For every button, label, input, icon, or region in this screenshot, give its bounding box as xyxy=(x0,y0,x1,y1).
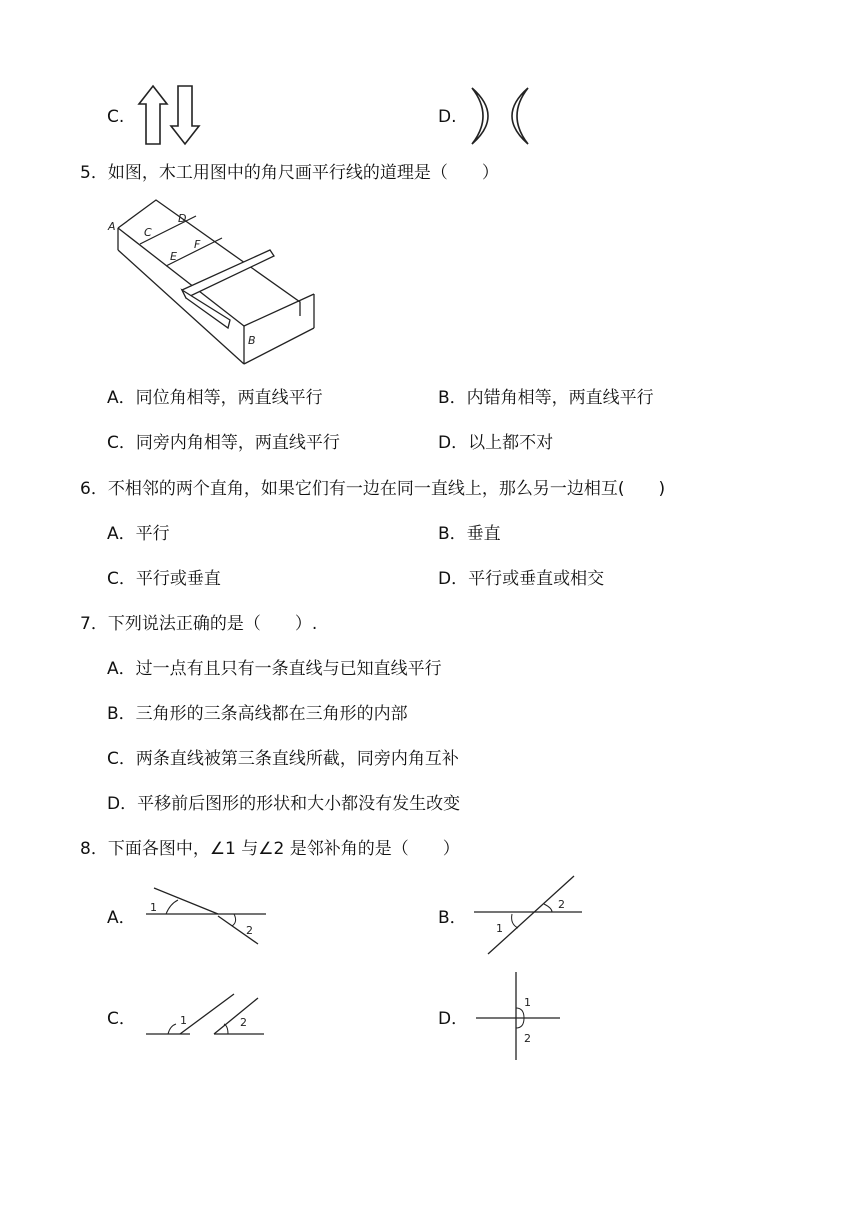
q8-stem: 8．下面各图中，∠1 与∠2 是邻补角的是（ ） xyxy=(80,839,460,859)
angle-2-label: 2 xyxy=(240,1016,247,1029)
block-bottom-left xyxy=(118,250,244,364)
q6-option-c: C．平行或垂直 xyxy=(107,569,221,589)
down-arrow-shape xyxy=(171,86,199,144)
angle-1-label: 1 xyxy=(150,901,157,914)
q5-option-d: D．以上都不对 xyxy=(438,433,554,453)
up-arrow-shape xyxy=(139,86,167,144)
q5-stem: 5．如图，木工用图中的角尺画平行线的道理是（ ） xyxy=(80,163,499,183)
q7-stem: 7．下列说法正确的是（ ）. xyxy=(80,614,318,634)
angle-2-label: 2 xyxy=(524,1032,531,1045)
q7-option-a: A．过一点有且只有一条直线与已知直线平行 xyxy=(107,659,442,679)
q5-option-c: C．同旁内角相等，两直线平行 xyxy=(107,433,340,453)
angle-1-label: 1 xyxy=(180,1014,187,1027)
label-c: C xyxy=(144,226,152,239)
label-e: E xyxy=(170,250,177,263)
slanted-line-1 xyxy=(154,888,218,914)
diagonal-line xyxy=(488,876,574,954)
block-front-top xyxy=(244,294,314,326)
q7-option-b: B．三角形的三条高线都在三角形的内部 xyxy=(107,704,408,724)
q8-option-c-letter: C． xyxy=(107,1009,136,1029)
angle-1-arc xyxy=(516,1008,524,1018)
angle-1-arc xyxy=(166,900,178,914)
label-d: D xyxy=(178,212,187,225)
q8-option-b-letter: B． xyxy=(438,908,467,928)
crescent-left-shape xyxy=(512,88,528,144)
angle-2-arc xyxy=(544,904,552,912)
q5-option-a: A．同位角相等，两直线平行 xyxy=(107,388,323,408)
crescent-right-shape xyxy=(472,88,488,144)
q8-option-b-figure xyxy=(472,874,592,956)
q6-option-d: D．平行或垂直或相交 xyxy=(438,569,605,589)
q8-option-a-letter: A． xyxy=(107,908,136,928)
label-b: B xyxy=(248,334,256,347)
angle-2-arc xyxy=(516,1018,524,1028)
q4-option-c-figure xyxy=(136,84,206,146)
q8-option-a-figure xyxy=(144,882,274,952)
q4-option-d-letter: D. xyxy=(438,107,457,127)
label-a: A xyxy=(108,220,116,233)
q7-option-d: D．平移前后图形的形状和大小都没有发生改变 xyxy=(107,794,461,814)
angle-1-arc xyxy=(512,914,518,928)
q6-option-a: A．平行 xyxy=(107,524,170,544)
q8-option-d-letter: D． xyxy=(438,1009,469,1029)
angle-1-label: 1 xyxy=(524,996,531,1009)
q5-carpenter-square-figure xyxy=(104,198,334,373)
q8-option-d-figure xyxy=(474,970,564,1062)
angle-1-label: 1 xyxy=(496,922,503,935)
q4-option-d-figure xyxy=(468,86,532,146)
angle-2-arc xyxy=(232,914,236,926)
slanted-line-left xyxy=(180,994,234,1034)
q6-stem: 6．不相邻的两个直角，如果它们有一边在同一直线上，那么另一边相互( ) xyxy=(80,479,666,499)
q6-option-b: B．垂直 xyxy=(438,524,501,544)
angle-2-label: 2 xyxy=(558,898,565,911)
q5-option-b: B．内错角相等，两直线平行 xyxy=(438,388,654,408)
angle-1-arc xyxy=(168,1024,176,1034)
q4-option-c-letter: C. xyxy=(107,107,125,127)
angle-2-label: 2 xyxy=(246,924,253,937)
q8-option-c-figure xyxy=(144,992,274,1042)
q7-option-c: C．两条直线被第三条直线所截，同旁内角互补 xyxy=(107,749,459,769)
label-f: F xyxy=(194,238,201,251)
